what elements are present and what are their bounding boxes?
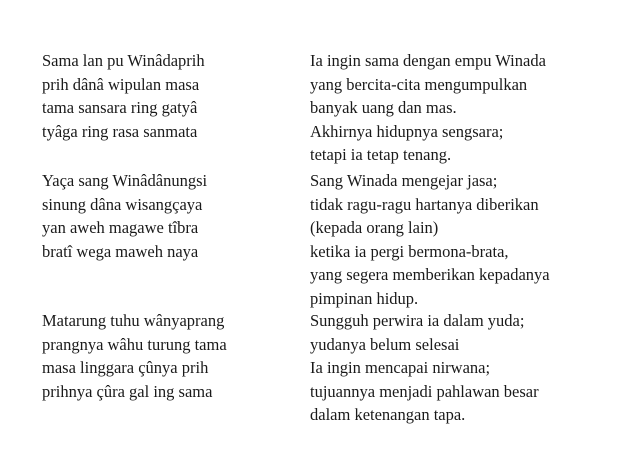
verse-line: prih dânâ wipulan masa bbox=[42, 74, 200, 94]
translation-line: tidak ragu-ragu hartanya diberikan bbox=[310, 194, 539, 214]
translation-line: yang segera memberikan kepadanya bbox=[310, 265, 550, 285]
verse-line: tama sansara ring gatyâ bbox=[42, 98, 198, 118]
verse-line: tyâga ring rasa sanmata bbox=[42, 121, 198, 141]
stanza-1-original bbox=[42, 49, 292, 143]
verse-line: sinung dâna wisangçaya bbox=[42, 194, 203, 214]
translation-line: pimpinan hidup. bbox=[310, 288, 419, 308]
translation-line: Akhirnya hidupnya sengsara; bbox=[310, 121, 504, 141]
stanza-3-original bbox=[42, 309, 292, 403]
translation-line: tujuannya menjadi pahlawan besar bbox=[310, 381, 539, 401]
translation-line: banyak uang dan mas. bbox=[310, 98, 457, 118]
verse-line: bratî wega maweh naya bbox=[42, 241, 199, 261]
translation-line: yudanya belum selesai bbox=[310, 334, 460, 354]
translation-line: dalam ketenangan tapa. bbox=[310, 405, 466, 425]
translation-line: (kepada orang lain) bbox=[310, 218, 439, 238]
stanza-2-original bbox=[42, 169, 292, 263]
verse-line: Yaça sang Winâdânungsi bbox=[42, 171, 208, 190]
verse-line: yan aweh magawe tîbra bbox=[42, 218, 199, 238]
translation-line: ketika ia pergi bermona-brata, bbox=[310, 241, 509, 261]
translation-line: Sungguh perwira ia dalam yuda; bbox=[310, 311, 525, 330]
translation-line: Ia ingin sama dengan empu Winada bbox=[310, 51, 546, 70]
translation-line: Sang Winada mengejar jasa; bbox=[310, 171, 498, 190]
translation-line: Ia ingin mencapai nirwana; bbox=[310, 358, 491, 378]
translation-line: yang bercita-cita mengumpulkan bbox=[310, 74, 528, 94]
verse-line: Sama lan pu Winâdaprih bbox=[42, 51, 205, 70]
verse-line: masa linggara çûnya prih bbox=[42, 358, 209, 378]
verse-line: prangnya wâhu turung tama bbox=[42, 334, 227, 354]
verse-line: prihnya çûra gal ing sama bbox=[42, 381, 213, 401]
stanza-1-translation bbox=[310, 49, 630, 167]
stanza-3-translation bbox=[310, 309, 630, 427]
stanza-2-translation bbox=[310, 169, 630, 311]
translation-line: tetapi ia tetap tenang. bbox=[310, 145, 452, 165]
verse-line: Matarung tuhu wânyaprang bbox=[42, 311, 225, 330]
